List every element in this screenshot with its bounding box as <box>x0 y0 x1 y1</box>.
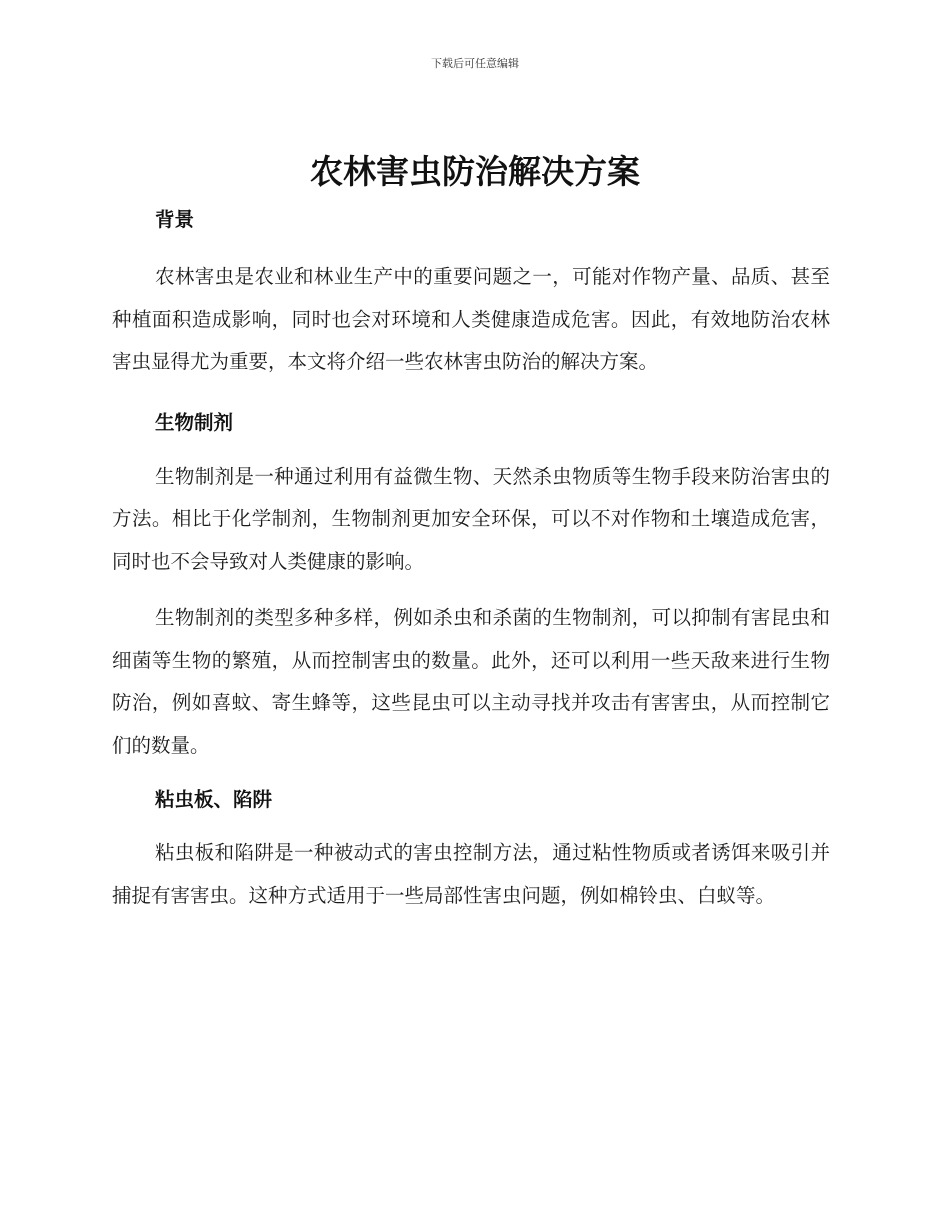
paragraph-background: 农林害虫是农业和林业生产中的重要问题之一，可能对作物产量、品质、甚至种植面积造成影响，同时也会对环境和人类健康造成危害。因此，有效地防治农林害虫显得尤为重要，本文将介绍一些农林害虫防治的解决方案。 <box>112 265 830 373</box>
paragraph-sticky-traps: 粘虫板和陷阱是一种被动式的害虫控制方法，通过粘性物质或者诱饵来吸引并捕捉有害害虫。这种方式适用于一些局部性害虫问题，例如棉铃虫、白蚁等。 <box>112 841 830 907</box>
document-title: 农林害虫防治解决方案 <box>310 152 640 191</box>
document-body <box>112 204 830 917</box>
paragraph-biological-agents-2: 生物制剂的类型多种多样，例如杀虫和杀菌的生物制剂，可以抑制有害昆虫和细菌等生物的繁殖，从而控制害虫的数量。此外，还可以利用一些天敌来进行生物防治，例如喜蚊、寄生蜂等，这些昆虫可以主动寻找并攻击有害害虫，从而控制它们的数量。 <box>112 606 830 757</box>
section-heading-sticky-traps: 粘虫板、陷阱 <box>155 788 273 811</box>
section-heading-biological-agents: 生物制剂 <box>155 410 234 434</box>
paragraph-biological-agents-1: 生物制剂是一种通过利用有益微生物、天然杀虫物质等生物手段来防治害虫的方法。相比于化学制剂，生物制剂更加安全环保，可以不对作物和土壤造成危害，同时也不会导致对人类健康的影响。 <box>112 464 830 573</box>
section-heading-background: 背景 <box>155 208 195 231</box>
page-header-note: 下载后可任意编辑 <box>431 57 519 70</box>
